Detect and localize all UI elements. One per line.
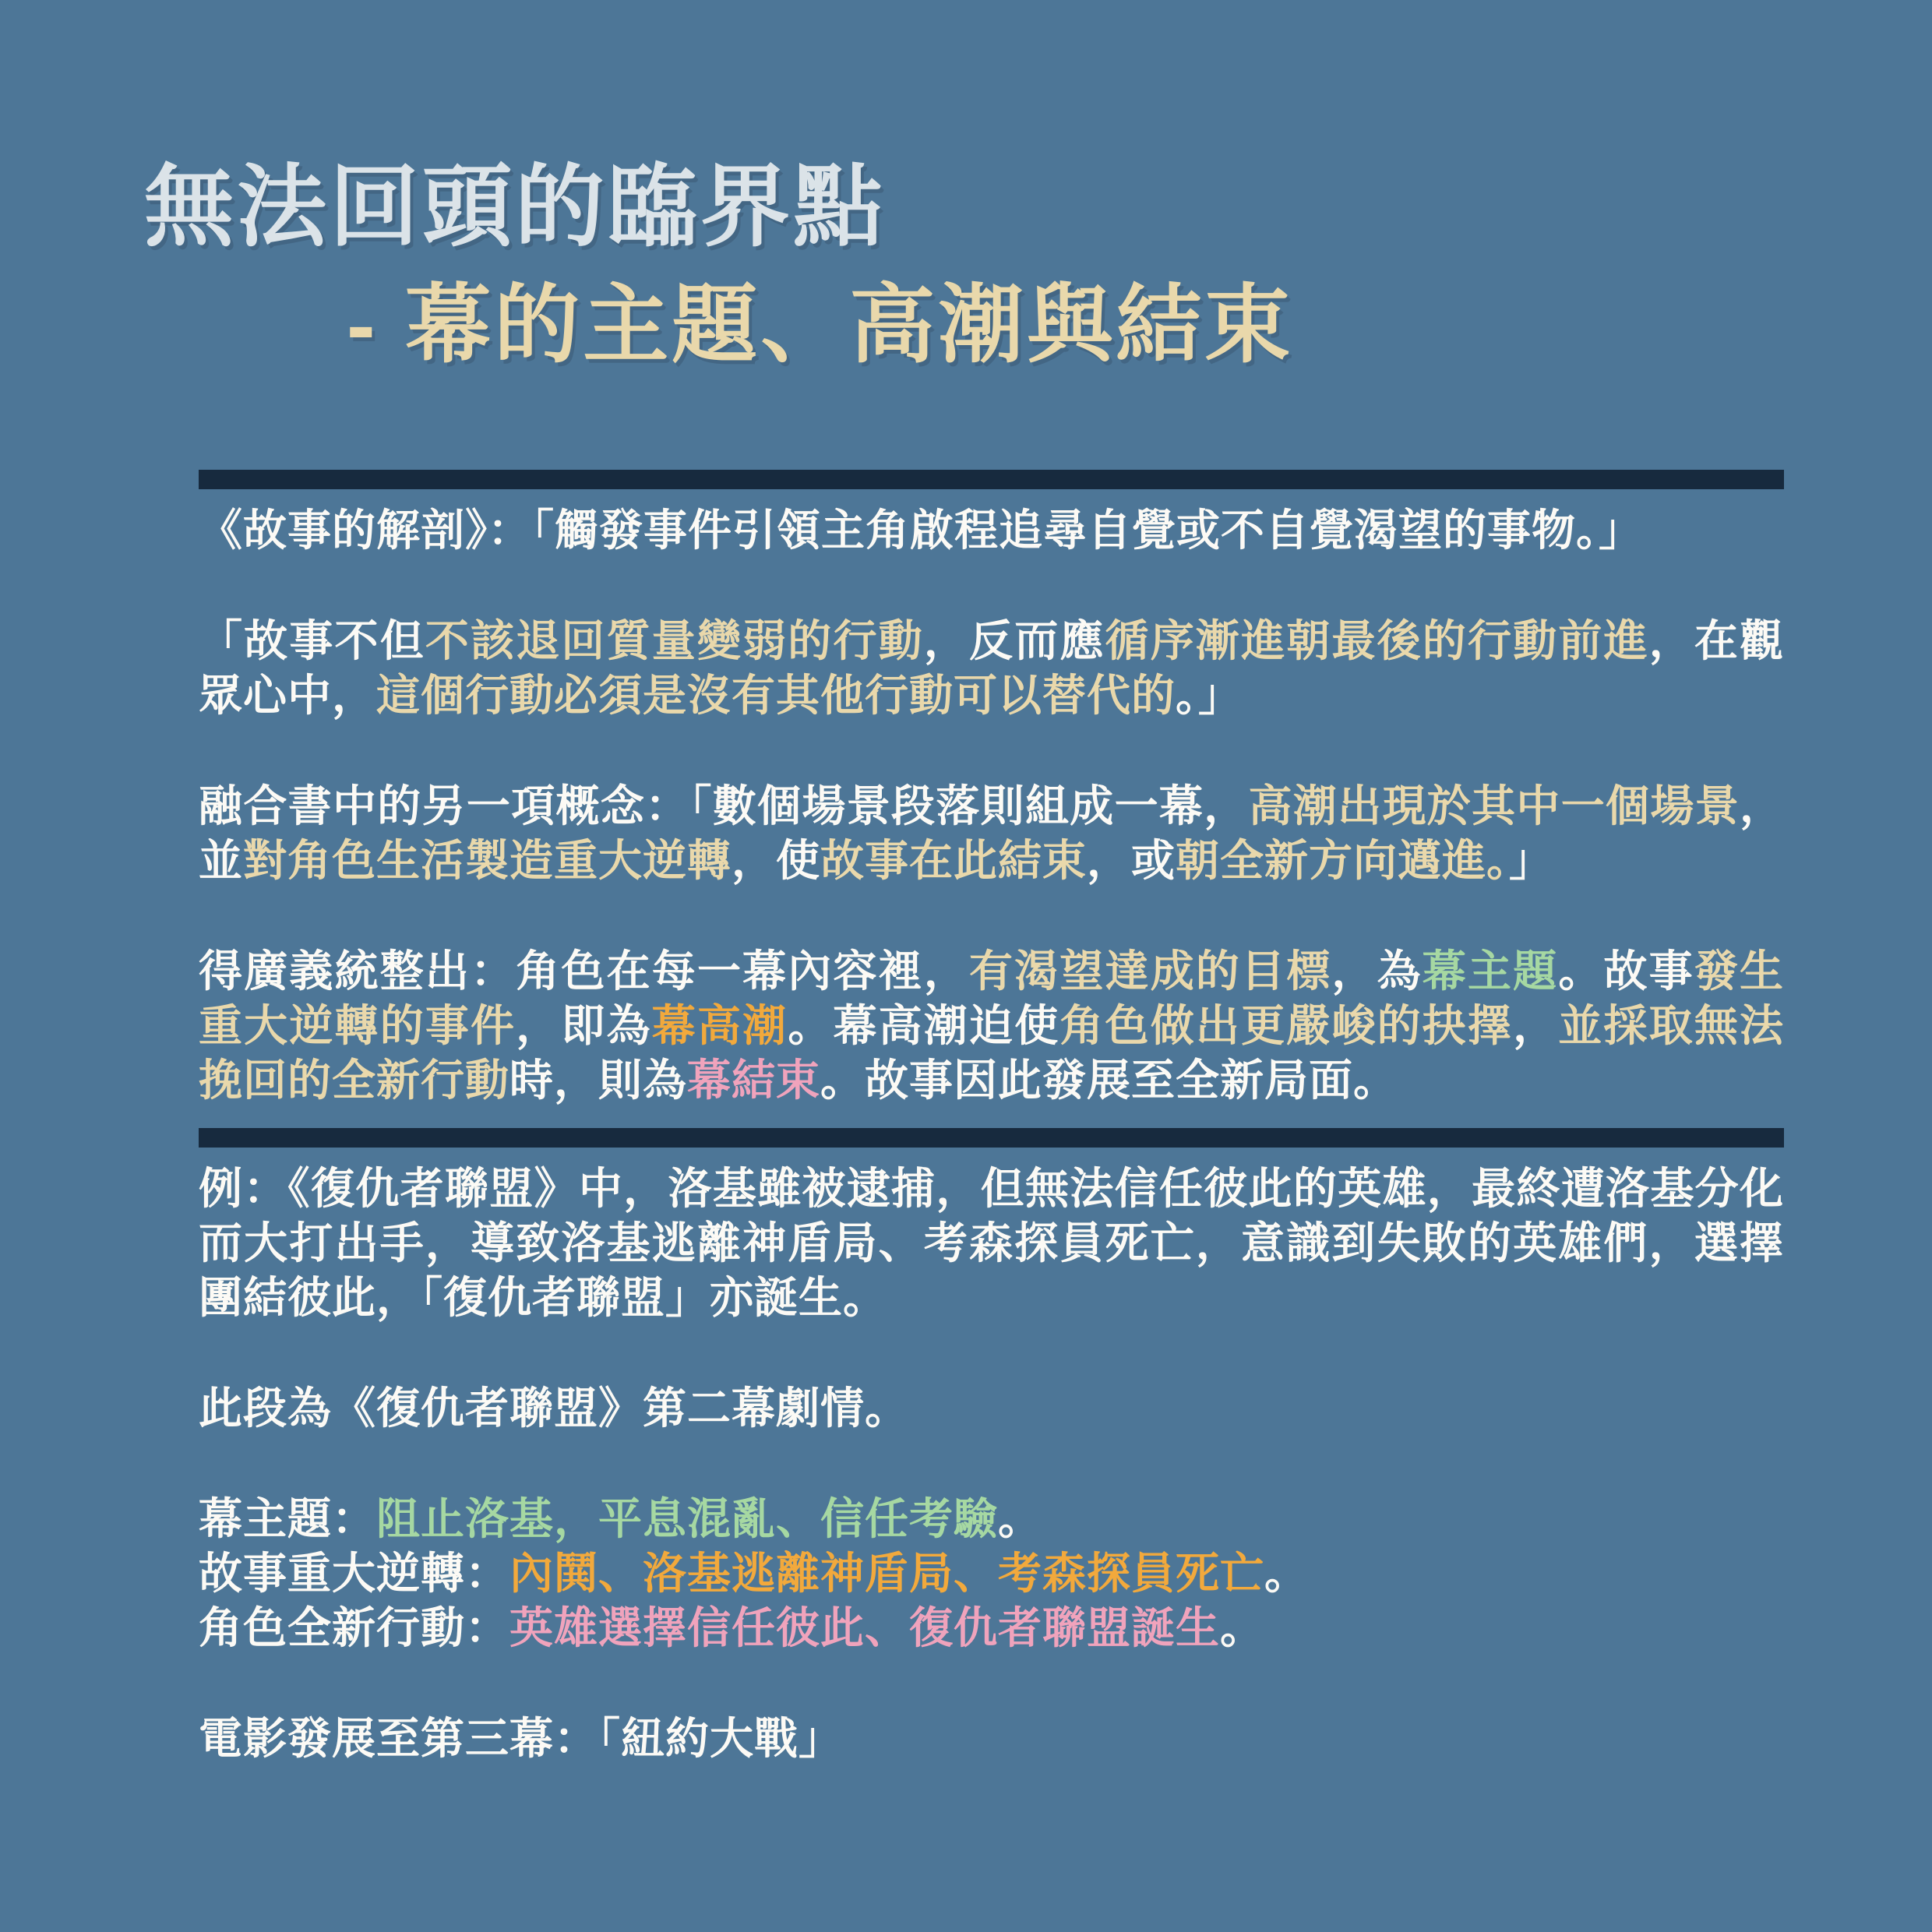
text-segment-tan: 有渴望達成的目標 [969,947,1332,996]
text-segment-tan: 不該退回質量變弱的行動 [425,616,924,666]
divider-bar [199,1128,1784,1148]
text-segment-pink: 英雄選擇信任彼此、復仇者聯盟誕生 [509,1603,1220,1653]
paragraph [199,1601,1784,1655]
content-blocks [0,379,1932,1766]
paragraph [199,1712,1784,1766]
text-segment-white: 。」 [1176,671,1243,721]
text-segment-tan: 並採取無法挽回的全新行動 [199,1001,1785,1105]
text-segment-white: 角色全新行動： [199,1603,509,1653]
page-subtitle: - 幕的主題、高潮與結束 [347,277,1294,373]
paragraph [199,614,1784,723]
text-segment-white: ， [1513,1001,1559,1051]
text-segment-tan: 循序漸進朝最後的行動前進 [1105,616,1649,666]
divider-bar [199,470,1784,489]
text-segment-white: 幕主題： [199,1494,376,1544]
text-segment-tan: 角色做出更嚴峻的抉擇 [1059,1001,1514,1051]
text-segment-white: 例：《復仇者聯盟》中，洛基雖被逮捕，但無法信任彼此的英雄，最終遭洛基分化而大打出手，導致洛基逃離神盾局、考森探員死亡，意識到失敗的英雄們，選擇團結彼此，「復仇者聯盟」亦誕生。 [199,1164,1784,1323]
text-segment-white: 時，則為 [509,1056,687,1105]
text-segment-tan: 故事在此結束 [820,836,1087,886]
text-segment-white: ，或 [1087,836,1176,886]
page-title: 無法回頭的臨界點 [144,157,887,257]
text-segment-white: ，為 [1331,947,1423,996]
text-segment-white: 得廣義統整出：角色在每一幕內容裡， [199,947,969,996]
text-segment-white: 電影發展至第三幕：「紐約大戰」 [199,1714,843,1764]
paragraph [199,1492,1784,1546]
text-segment-tan: 高潮出現於其中一個場景 [1248,781,1740,831]
text-segment-pink: 幕結束 [687,1056,820,1105]
text-segment-white: 《故事的解剖》：「觸發事件引領主角啟程追尋自覺或不自覺渴望的事物。」 [199,506,1643,555]
text-segment-green: 幕主題 [1422,947,1559,996]
text-segment-tan: 對角色生活製造重大逆轉 [243,836,732,886]
text-segment-orange: 內鬨、洛基逃離神盾局、考森探員死亡 [509,1549,1264,1599]
text-segment-white: ，並 [199,781,1785,886]
slide-header [0,0,1932,379]
text-segment-green: 阻止洛基，平息混亂、信任考驗 [376,1494,998,1544]
paragraph [199,1381,1784,1436]
text-segment-white: 。 [998,1494,1042,1544]
paragraph [199,1162,1784,1325]
text-segment-white: 。故事因此發展至全新局面。 [820,1056,1398,1105]
paragraph [199,944,1784,1108]
text-segment-white: ，使 [732,836,820,886]
text-segment-white: 故事重大逆轉： [199,1549,509,1599]
text-segment-white: 」 [1509,836,1553,886]
text-segment-tan: 發生重大逆轉的事件 [199,947,1785,1051]
text-segment-white: ，即為 [516,1001,652,1051]
paragraph [199,503,1784,558]
text-segment-orange: 幕高潮 [651,1001,788,1051]
text-segment-white: 。故事 [1558,947,1694,996]
text-segment-white: ，反而應 [923,616,1105,666]
text-segment-white: 此段為《復仇者聯盟》第二幕劇情。 [199,1384,909,1433]
text-segment-white: 。 [1220,1603,1264,1653]
text-segment-white: 「故事不但 [199,616,425,666]
text-segment-tan: 朝全新方向邁進。 [1176,836,1509,886]
text-segment-white: 。幕高潮迫使 [788,1001,1060,1051]
text-segment-white: 。 [1264,1549,1309,1599]
text-segment-white: ，在觀眾心中， [199,616,1785,721]
text-segment-white: 融合書中的另一項概念：「數個場景段落則組成一幕， [199,781,1249,831]
paragraph [199,1546,1784,1601]
text-segment-tan: 這個行動必須是沒有其他行動可以替代的 [376,671,1176,721]
paragraph [199,779,1784,888]
